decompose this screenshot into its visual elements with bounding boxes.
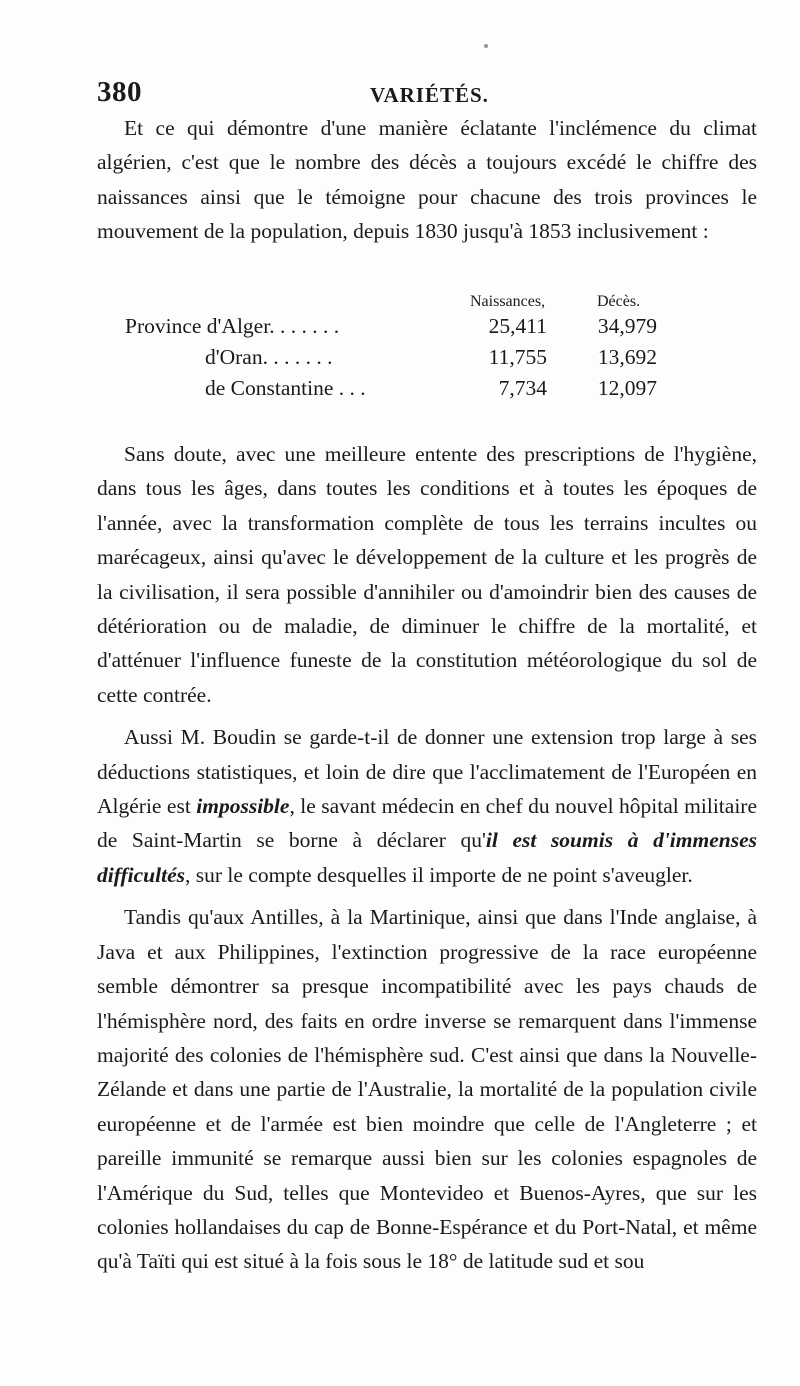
- text-run: , le savant médecin en chef du nouvel hôpital militaire de Saint-Martin se borne à déclarer qu': [97, 794, 757, 853]
- emphasis: il est soumis à d'immenses difficultés: [97, 828, 757, 887]
- deaths-value: 34,979: [597, 314, 657, 338]
- population-table: [97, 287, 757, 403]
- row-label: d'Oran. . . . . . .: [205, 344, 333, 369]
- table-header: [97, 287, 757, 311]
- paragraph: Et ce qui démontre d'une manière éclatante l'inclémence du climat algérien, c'est que le nombre des décès a toujours excédé le chiffre des naissances ainsi que le témoigne pour chacune des trois provinces le mouvement de la population, depuis 1830 jusqu'à 1853 inclusivement :: [97, 116, 757, 244]
- body-text: [97, 437, 757, 1279]
- opening-paragraph: [97, 111, 757, 249]
- paragraph: [97, 720, 757, 892]
- page-number: 380: [97, 76, 142, 108]
- births-value: 11,755: [488, 344, 547, 369]
- text-run: , sur le compte desquelles il importe de ne point s'aveugler.: [184, 862, 693, 887]
- paragraph: Sans doute, avec une meilleure entente des prescriptions de l'hygiène, dans tous les âges, dans toutes les conditions et à toutes les époques de l'année, avec la transformation complète de tous les terrains incultes ou marécageux, ainsi qu'avec le développement de la culture et les progrès de la civilisation, il sera possible d'annihiler ou d'amoindrir bien des causes de détérioration ou de maladie, de diminuer le chiffre de la mortalité, et d'atténuer l'influence funeste de la constitution météorologique du sol de cette contrée.: [97, 442, 757, 707]
- ink-spot: [484, 44, 488, 48]
- running-title: VARIÉTÉS.: [370, 83, 489, 107]
- paragraph: Tandis qu'aux Antilles, à la Martinique, ainsi que dans l'Inde anglaise, à Java et aux Philippines, l'extinction progressive de la race européenne semble démontrer sa presque incompatibilité avec les pays chauds de l'hémisphère nord, des faits en ordre inverse se remarquent dans l'immense majorité des colonies de l'hémisphère sud. C'est ainsi que dans la Nouvelle-Zélande et dans une partie de l'Australie, la mortalité de la population civile européenne et de l'armée est bien moindre que celle de l'Angleterre ; et pareille immunité se remarque aussi bien sur les colonies espagnoles de l'Amérique du Sud, telles que Montevideo et Buenos-Ayres, que sur les colonies hollandaises du cap de Bonne-Espérance et du Port-Natal, et même qu'à Taïti qui est situé à la fois sous le 18° de latitude sud et sou: [97, 905, 757, 1274]
- table-row: [97, 311, 757, 342]
- births-value: 25,411: [488, 314, 547, 338]
- emphasis: impossible: [196, 794, 290, 819]
- table-row: [97, 373, 757, 404]
- column-header-births: Naissances,: [470, 293, 546, 310]
- text-run: Aussi M. Boudin se garde-t-il de donner une extension trop large à ses déductions statistiques, et loin de dire que l'acclimatement de l'Européen en Algérie est: [97, 725, 757, 819]
- table-row: [97, 342, 757, 373]
- row-label: Province d'Alger. . . . . . .: [125, 314, 340, 338]
- row-label: de Constantine . . .: [205, 375, 366, 400]
- column-header-deaths: Décès.: [597, 293, 641, 310]
- deaths-value: 12,097: [597, 375, 657, 400]
- deaths-value: 13,692: [597, 344, 657, 369]
- births-value: 7,734: [498, 375, 547, 400]
